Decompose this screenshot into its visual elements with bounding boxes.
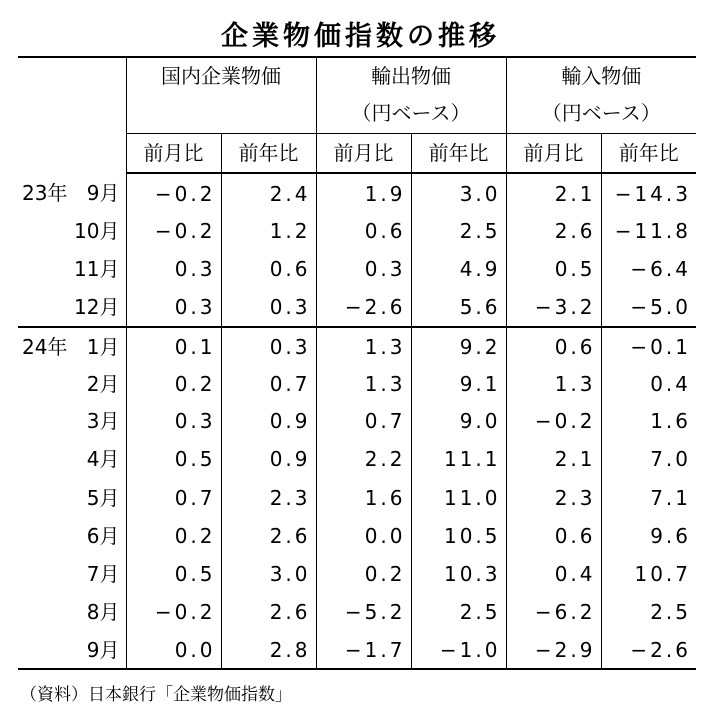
table-cell: 0.7 [126, 478, 221, 517]
table-row [18, 213, 696, 249]
table-cell: −11.8 [601, 213, 696, 249]
table-cell: −5.2 [316, 593, 411, 631]
table-cell: 1.6 [316, 478, 411, 517]
table-cell: 0.5 [126, 440, 221, 478]
table-cell: −0.2 [126, 213, 221, 249]
row-label [18, 327, 126, 365]
row-month: 6月 [86, 524, 120, 548]
table-cell: 2.2 [316, 440, 411, 478]
row-month: 9月 [86, 181, 120, 205]
price-index-table [18, 56, 696, 670]
row-label [18, 517, 126, 555]
header-domestic: 国内企業物価 [126, 57, 316, 133]
table-cell: 7.1 [601, 478, 696, 517]
row-month: 5月 [86, 485, 120, 510]
row-month: 2月 [86, 371, 120, 396]
row-month: 7月 [86, 562, 120, 586]
table-cell: 0.7 [316, 402, 411, 440]
row-month: 8月 [86, 600, 120, 624]
table-cell: 0.6 [506, 517, 601, 555]
table-cell: 0.2 [126, 517, 221, 555]
table-cell: 2.6 [221, 517, 316, 555]
table-cell: 0.2 [316, 555, 411, 593]
table-row [18, 365, 696, 402]
table-cell: −1.7 [316, 631, 411, 669]
table-cell: 0.3 [126, 402, 221, 440]
table-cell: 2.6 [506, 213, 601, 249]
table-cell: 9.1 [411, 365, 506, 402]
table-cell: 0.3 [221, 288, 316, 327]
header-domestic-mom: 前月比 [126, 133, 221, 173]
table-cell: −0.2 [506, 402, 601, 440]
header-import-yoy: 前年比 [601, 133, 696, 173]
table-cell: 10.5 [411, 517, 506, 555]
table-cell: 1.6 [601, 402, 696, 440]
table-row [18, 555, 696, 593]
table-cell: −0.1 [601, 327, 696, 365]
header-export-sub: （円ベース） [316, 94, 506, 133]
table-cell: −0.2 [126, 173, 221, 213]
row-label [18, 249, 126, 288]
table-row [18, 593, 696, 631]
table-cell: 0.0 [316, 517, 411, 555]
row-month: 3月 [86, 409, 120, 433]
table-cell: 9.2 [411, 327, 506, 365]
header-corner [18, 57, 126, 173]
table-cell: 2.4 [221, 173, 316, 213]
table-cell: −1.0 [411, 631, 506, 669]
table-cell: 10.7 [601, 555, 696, 593]
table-cell: 1.9 [316, 173, 411, 213]
row-month: 11月 [74, 256, 120, 281]
table-cell: 2.3 [506, 478, 601, 517]
table-row [18, 631, 696, 669]
table-cell: 2.1 [506, 173, 601, 213]
table-cell: 1.3 [316, 365, 411, 402]
header-import: 輸入物価 [506, 57, 696, 94]
table-cell: −2.6 [316, 288, 411, 327]
table-row [18, 288, 696, 327]
table-cell: 2.6 [221, 593, 316, 631]
table-cell: −2.9 [506, 631, 601, 669]
table-cell: 0.5 [506, 249, 601, 288]
row-label [18, 555, 126, 593]
row-label [18, 440, 126, 478]
row-label [18, 631, 126, 669]
row-month: 12月 [74, 295, 120, 319]
header-export-mom: 前月比 [316, 133, 411, 173]
table-cell: 0.4 [506, 555, 601, 593]
header-import-mom: 前月比 [506, 133, 601, 173]
table-cell: −2.6 [601, 631, 696, 669]
table-cell: 0.7 [221, 365, 316, 402]
table-cell: 3.0 [411, 173, 506, 213]
table-cell: −6.4 [601, 249, 696, 288]
table-cell: 0.9 [221, 402, 316, 440]
header-domestic-yoy: 前年比 [221, 133, 316, 173]
table-cell: −5.0 [601, 288, 696, 327]
table-row [18, 517, 696, 555]
row-year: 23年 [22, 181, 68, 205]
table-row [18, 440, 696, 478]
source-note: （資料）日本銀行「企業物価指数」 [20, 685, 292, 705]
table-cell: 2.5 [411, 593, 506, 631]
row-year: 24年 [22, 334, 68, 359]
table-cell: 10.3 [411, 555, 506, 593]
table-row [18, 478, 696, 517]
table-cell: −14.3 [601, 173, 696, 213]
table-row [18, 173, 696, 213]
table-cell: 0.3 [316, 249, 411, 288]
table-row [18, 249, 696, 288]
row-label [18, 365, 126, 402]
row-label [18, 173, 126, 213]
table-cell: 2.3 [221, 478, 316, 517]
row-month: 10月 [74, 219, 120, 243]
header-export-yoy: 前年比 [411, 133, 506, 173]
table-cell: 1.3 [316, 327, 411, 365]
table-cell: 0.6 [316, 213, 411, 249]
table-row [18, 402, 696, 440]
table-cell: 2.5 [411, 213, 506, 249]
table-cell: 0.1 [126, 327, 221, 365]
table-cell: 9.0 [411, 402, 506, 440]
page-title: 企業物価指数の推移 [221, 21, 500, 52]
table-cell: 0.3 [126, 288, 221, 327]
table-cell: 2.5 [601, 593, 696, 631]
table-cell: −3.2 [506, 288, 601, 327]
table-cell: 0.3 [126, 249, 221, 288]
table-cell: −6.2 [506, 593, 601, 631]
table-cell: 0.2 [126, 365, 221, 402]
row-label [18, 402, 126, 440]
table-cell: 2.1 [506, 440, 601, 478]
row-month: 4月 [86, 447, 120, 471]
table-cell: 0.6 [506, 327, 601, 365]
table-cell: 4.9 [411, 249, 506, 288]
table-cell: 11.1 [411, 440, 506, 478]
table-cell: 3.0 [221, 555, 316, 593]
table-cell: 0.5 [126, 555, 221, 593]
header-import-sub: （円ベース） [506, 94, 696, 133]
table-cell: 11.0 [411, 478, 506, 517]
table-cell: 0.9 [221, 440, 316, 478]
row-month: 9月 [86, 637, 120, 662]
table-cell: 0.0 [126, 631, 221, 669]
table-cell: 7.0 [601, 440, 696, 478]
row-label [18, 288, 126, 327]
table-cell: 0.4 [601, 365, 696, 402]
table-cell: 5.6 [411, 288, 506, 327]
row-label [18, 478, 126, 517]
header-export: 輸出物価 [316, 57, 506, 94]
table-cell: 0.3 [221, 327, 316, 365]
table-cell: −0.2 [126, 593, 221, 631]
table-row [18, 327, 696, 365]
table-cell: 1.3 [506, 365, 601, 402]
table-cell: 0.6 [221, 249, 316, 288]
row-label [18, 213, 126, 249]
row-month: 1月 [86, 334, 120, 359]
table-cell: 9.6 [601, 517, 696, 555]
row-label [18, 593, 126, 631]
table-cell: 2.8 [221, 631, 316, 669]
table-cell: 1.2 [221, 213, 316, 249]
